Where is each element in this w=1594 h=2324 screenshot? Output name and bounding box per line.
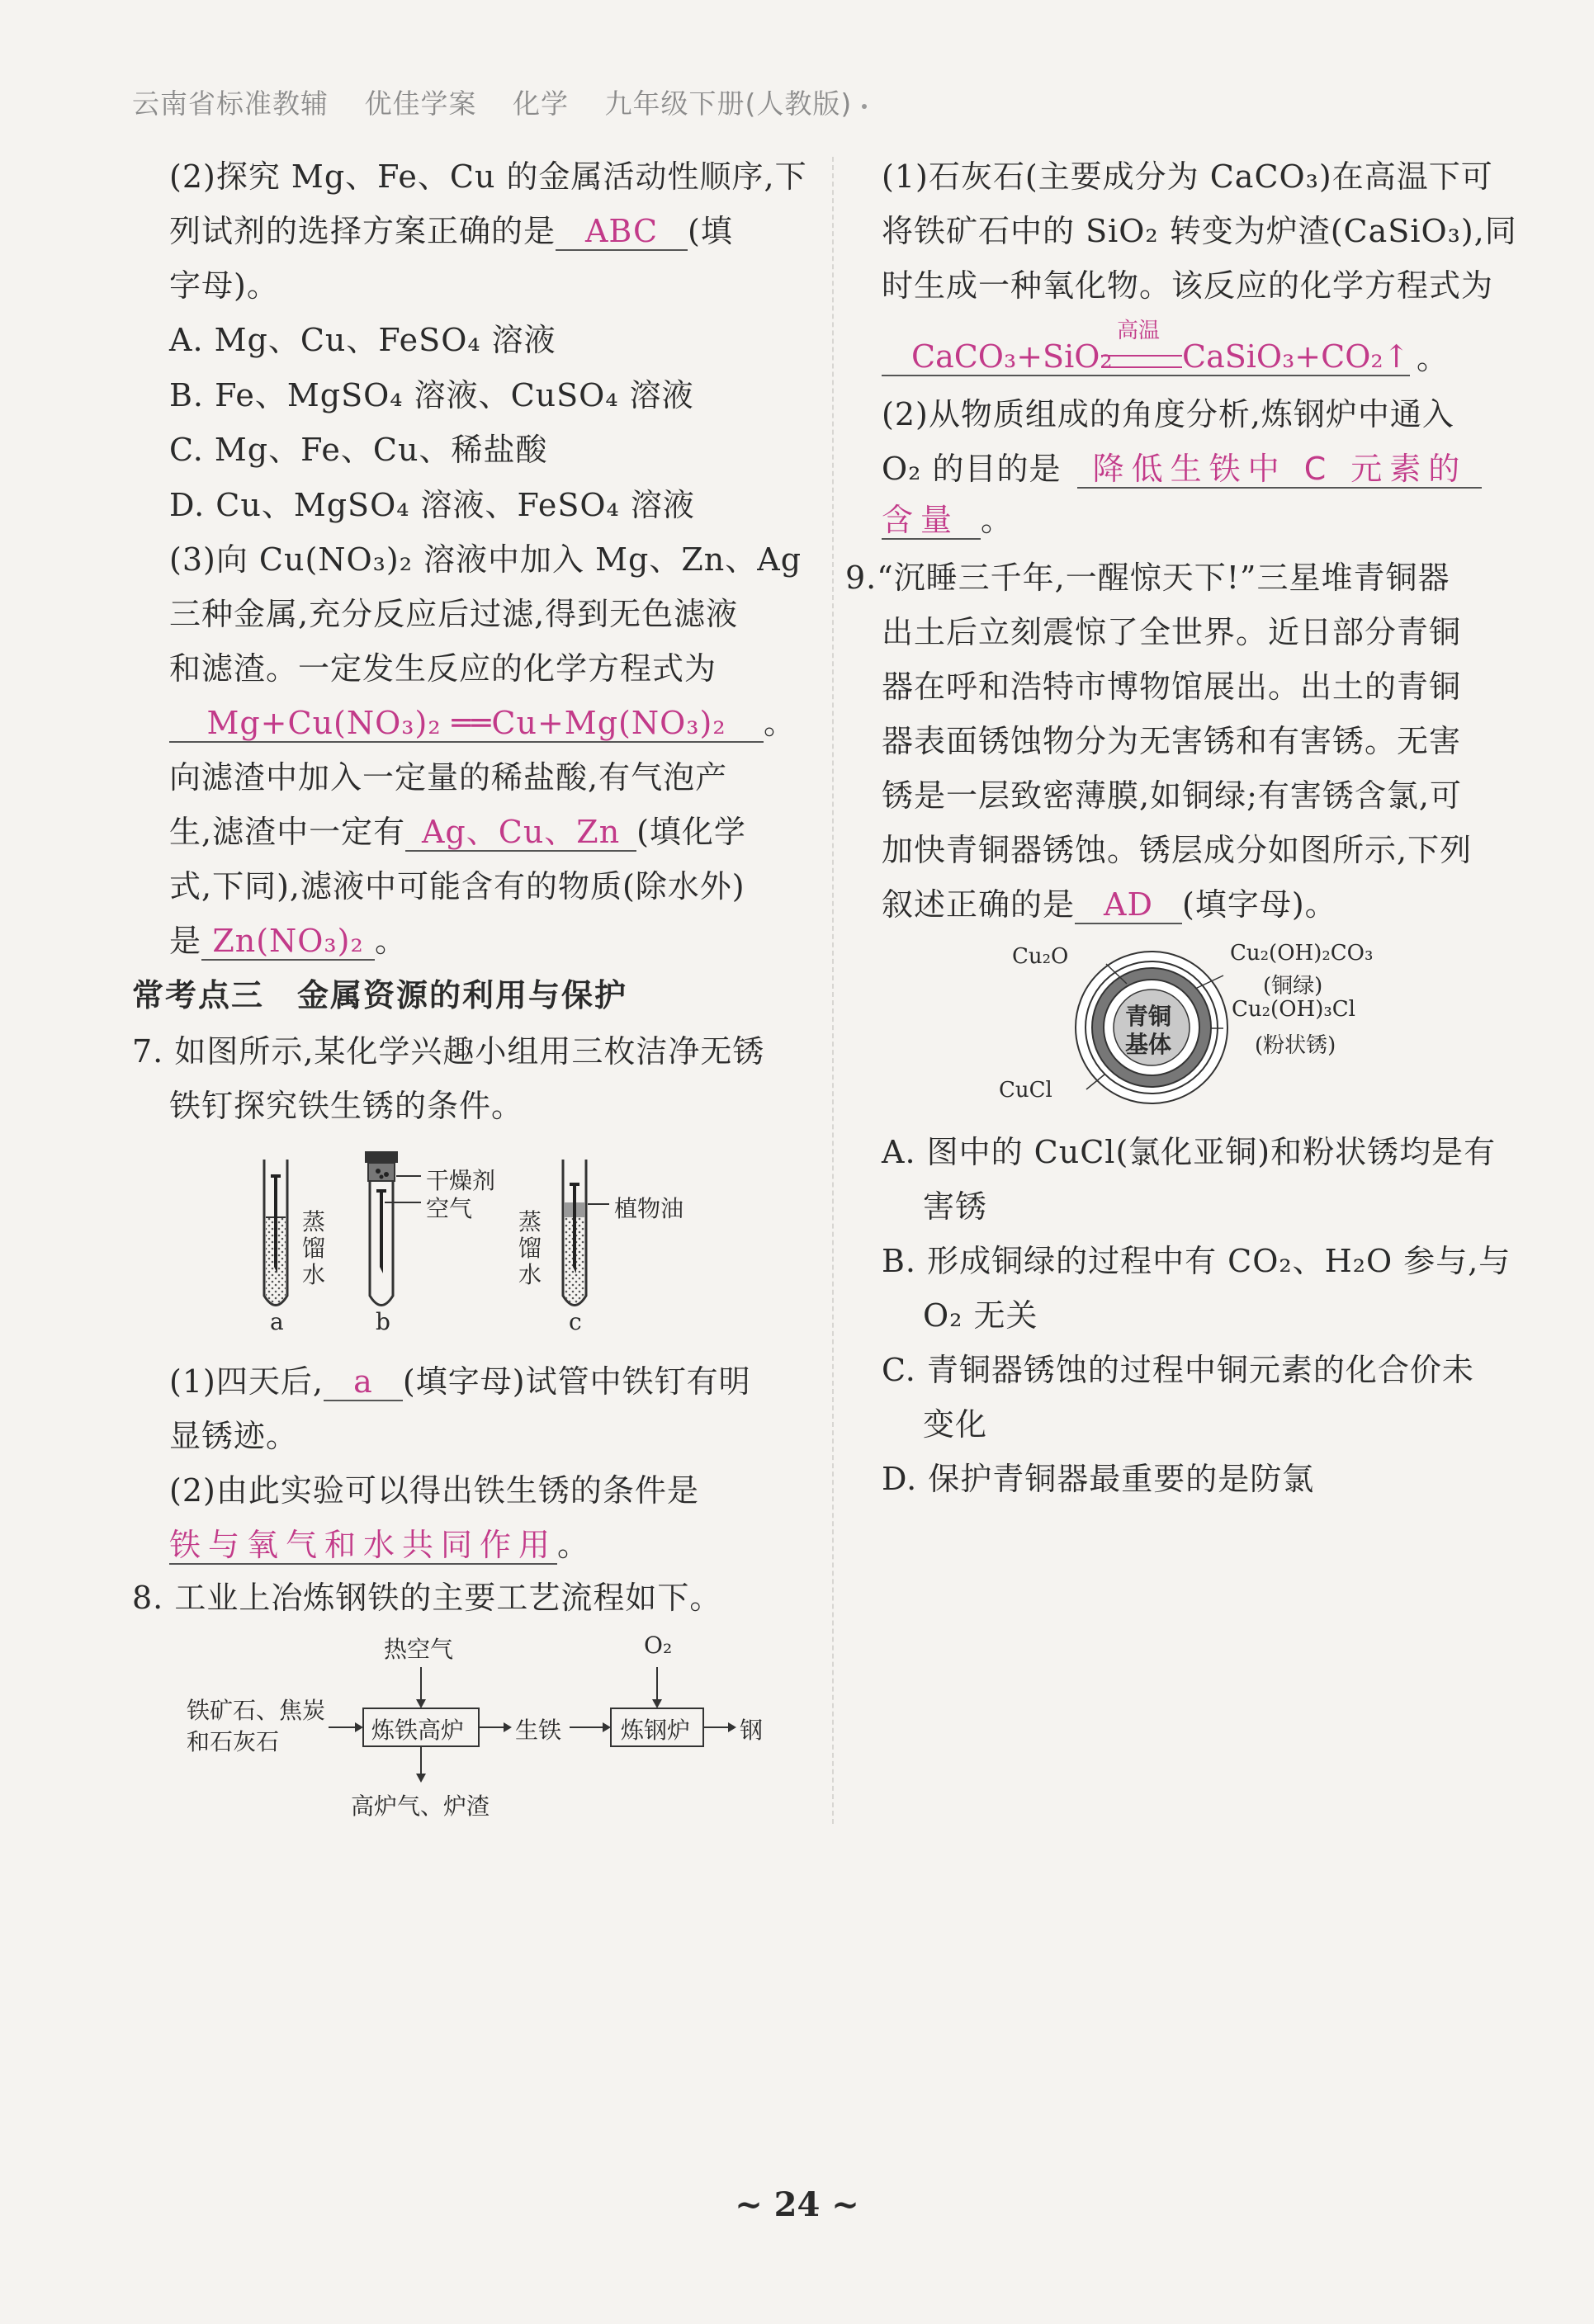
q9-line7-post: (填字母)。	[1182, 886, 1337, 923]
q6-3-line6-post: (填化学	[636, 814, 746, 850]
q7-2-post: 。	[557, 1527, 590, 1563]
q6-3-filtrate-answer: Zn(NO₃)₂	[201, 923, 375, 961]
input-label-1: 铁矿石、焦炭	[187, 1697, 326, 1724]
q9-option-c-line2: 变化	[923, 1406, 988, 1443]
q7-1-answer: a	[324, 1363, 403, 1401]
pig-iron-label: 生铁	[515, 1717, 562, 1744]
q8-1-eq-sign	[1101, 355, 1182, 368]
header-book: 优佳学案	[364, 87, 477, 120]
tube-a-water-label: 蒸馏水	[302, 1208, 326, 1288]
q6-2-option-d: D. Cu、MgSO₄ 溶液、FeSO₄ 溶液	[169, 487, 695, 523]
core-label-2: 基体	[1125, 1031, 1172, 1058]
q8-1-equation-line	[882, 315, 1459, 390]
q6-3-line3: 和滤渣。一定发生反应的化学方程式为	[169, 650, 717, 687]
q6-2-line3: 字母)。	[169, 267, 279, 304]
q6-3-residue-answer: Ag、Cu、Zn	[405, 814, 636, 852]
steel-label: 钢	[740, 1717, 764, 1744]
malachite-formula: Cu₂(OH)₂CO₃	[1230, 941, 1374, 966]
malachite-name: (铜绿)	[1263, 974, 1323, 999]
input-label-2: 和石灰石	[187, 1728, 280, 1755]
q9-option-d: D. 保护青铜器最重要的是防氯	[882, 1461, 1315, 1497]
header-dot	[862, 104, 867, 109]
q8-2-line3	[882, 500, 1013, 540]
q6-3-equation-line	[169, 703, 796, 743]
rust-layer-figure	[999, 941, 1436, 1114]
cu2o-label: Cu₂O	[1012, 944, 1069, 969]
q6-3-line7: 式,下同),滤液中可能含有的物质(除水外)	[169, 868, 745, 905]
tube-a	[264, 1160, 287, 1306]
header-series: 云南省标准教辅	[132, 87, 329, 120]
q6-3-line8-post: 。	[375, 923, 408, 959]
q6-3-equation: Mg+Cu(NO₃)₂ ══Cu+Mg(NO₃)₂	[169, 705, 764, 743]
q6-2-option-c: C. Mg、Fe、Cu、稀盐酸	[169, 432, 548, 468]
q8-2-line2	[882, 449, 1482, 489]
q9-option-a-line1: A. 图中的 CuCl(氯化亚铜)和粉状锈均是有	[882, 1134, 1497, 1170]
q7-2-answer-line	[169, 1525, 589, 1565]
steelmaking-furnace: 炼钢炉	[621, 1717, 691, 1744]
atacamite-formula: Cu₂(OH)₃Cl	[1232, 997, 1355, 1022]
q8-2-line2-pre: O₂ 的目的是	[882, 451, 1062, 487]
q8-1-line3: 时生成一种氧化物。该反应的化学方程式为	[882, 267, 1494, 304]
q6-3-eq-post: 。	[764, 705, 797, 741]
q6-2-option-b: B. Fe、MgSO₄ 溶液、CuSO₄ 溶液	[169, 377, 694, 413]
rust-layer-svg	[1007, 941, 1436, 1114]
running-header	[132, 83, 878, 121]
q6-3-line5: 向滤渣中加入一定量的稀盐酸,有气泡产	[169, 759, 728, 796]
q6-3-line1: (3)向 Cu(NO₃)₂ 溶液中加入 Mg、Zn、Ag	[169, 541, 802, 578]
tube-c-water-label: 蒸馏水	[518, 1208, 542, 1288]
q7-1-post: (填字母)试管中铁钉有明	[402, 1363, 751, 1400]
q6-2-line2	[169, 211, 733, 251]
q8-1-eq-right: CaSiO₃+CO₂↑	[1182, 338, 1410, 375]
q6-2-line2-post: (填	[688, 213, 733, 249]
q6-2-answer: ABC	[556, 213, 688, 251]
air-label: 空气	[426, 1195, 473, 1222]
q9-line1: 9.“沉睡三千年,一醒惊天下!”三星堆青铜器	[845, 560, 1450, 596]
q7-1-line2: 显锈迹。	[169, 1418, 299, 1454]
ironmaking-furnace: 炼铁高炉	[371, 1717, 465, 1744]
q8-1-line2: 将铁矿石中的 SiO₂ 转变为炉渣(CaSiO₃),同	[882, 213, 1517, 249]
tube-c	[563, 1160, 609, 1306]
q8-1-eq-left: CaCO₃+SiO₂	[911, 338, 1113, 375]
q7-2-line1: (2)由此实验可以得出铁生锈的条件是	[169, 1472, 699, 1509]
q9-answer: AD	[1075, 886, 1182, 924]
q8-2-line1: (2)从物质组成的角度分析,炼钢炉中通入	[882, 396, 1454, 432]
tube-c-letter: c	[569, 1308, 582, 1335]
q9-line7-pre: 叙述正确的是	[882, 886, 1076, 923]
q9-line3: 器在呼和浩特市博物馆展出。出土的青铜	[882, 668, 1462, 705]
q9-option-b-line2: O₂ 无关	[923, 1297, 1038, 1334]
oil-label: 植物油	[614, 1195, 684, 1222]
q8-1-eq-post: 。	[1417, 340, 1450, 376]
q9-line2: 出土后立刻震惊了全世界。近日部分青铜	[882, 614, 1462, 650]
core-label-1: 青铜	[1125, 1003, 1172, 1030]
q6-3-line2: 三种金属,充分反应后过滤,得到无色滤液	[169, 596, 739, 632]
page-number: ~ 24 ~	[735, 2185, 859, 2224]
steel-flow-diagram	[182, 1630, 776, 1828]
rust-experiment-figure	[248, 1151, 710, 1341]
q6-3-line6-pre: 生,滤渣中一定有	[169, 814, 406, 850]
q9-line7	[882, 885, 1337, 924]
tube-b-letter: b	[376, 1308, 390, 1335]
q9-option-b-line1: B. 形成铜绿的过程中有 CO₂、H₂O 参与,与	[882, 1243, 1511, 1279]
header-subject: 化学	[513, 87, 569, 120]
q6-2-line1: (2)探究 Mg、Fe、Cu 的金属活动性顺序,下	[169, 158, 807, 195]
o2-label: O₂	[644, 1632, 673, 1659]
q8-2-answer-part2: 含量	[882, 502, 981, 540]
hot-air-label: 热空气	[384, 1636, 454, 1663]
q6-2-line2-pre: 列试剂的选择方案正确的是	[169, 213, 556, 249]
q9-line4: 器表面锈蚀物分为无害锈和有害锈。无害	[882, 723, 1462, 759]
q8-2-answer-part1: 降低生铁中 C 元素的	[1077, 451, 1482, 489]
section-title: 常考点三 金属资源的利用与保护	[132, 977, 628, 1013]
header-grade: 九年级下册(人教版)	[604, 87, 853, 120]
cucl-label: CuCl	[999, 1078, 1052, 1103]
q8-1-condition: 高温	[1117, 319, 1161, 343]
q6-2-option-a: A. Mg、Cu、FeSO₄ 溶液	[169, 322, 556, 358]
q9-line5: 锈是一层致密薄膜,如铜绿;有害锈含氯,可	[882, 777, 1462, 814]
atacamite-name: (粉状锈)	[1255, 1033, 1336, 1058]
q9-option-c-line1: C. 青铜器锈蚀的过程中铜元素的化合价未	[882, 1352, 1474, 1388]
q6-3-line8	[169, 921, 407, 961]
q8-2-line3-post: 。	[981, 502, 1014, 538]
q7-line1: 7. 如图所示,某化学兴趣小组用三枚洁净无锈	[132, 1033, 765, 1070]
q7-line2: 铁钉探究铁生锈的条件。	[169, 1088, 524, 1124]
output-label: 高炉气、炉渣	[351, 1793, 490, 1820]
column-divider	[832, 157, 834, 1824]
q8-line1: 8. 工业上冶炼钢铁的主要工艺流程如下。	[132, 1580, 722, 1616]
q9-option-a-line2: 害锈	[923, 1188, 988, 1225]
q8-1-line1: (1)石灰石(主要成分为 CaCO₃)在高温下可	[882, 158, 1493, 195]
q7-1-line1	[169, 1362, 751, 1401]
q7-1-pre: (1)四天后,	[169, 1363, 324, 1400]
q6-3-line6	[169, 812, 746, 852]
desiccant-label: 干燥剂	[426, 1167, 496, 1194]
q7-2-answer: 铁与氧气和水共同作用	[169, 1527, 558, 1563]
tube-a-letter: a	[270, 1308, 284, 1335]
tube-b	[365, 1151, 421, 1306]
q6-3-line8-pre: 是	[169, 923, 202, 959]
q9-line6: 加快青铜器锈蚀。锈层成分如图所示,下列	[882, 832, 1473, 868]
